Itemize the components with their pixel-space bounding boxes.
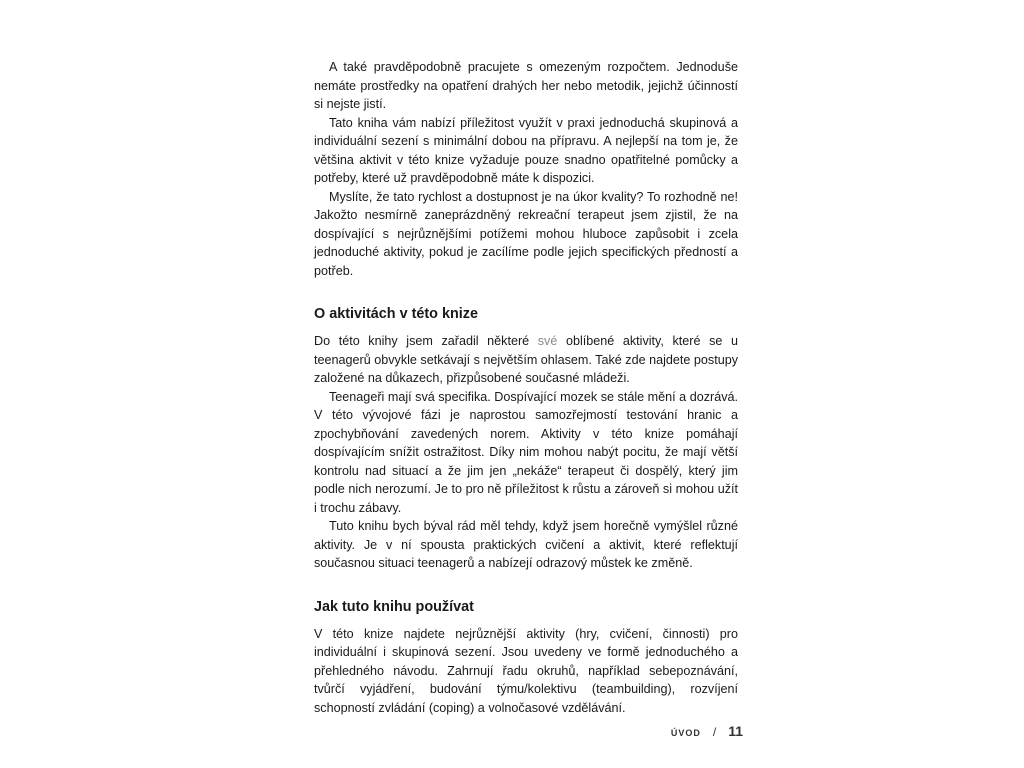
activities-paragraph-2: Teenageři mají svá specifika. Dospívající mozek se stále mění a dozrává. V této vývojové fázi je naprostou samozřejmostí testování hranic a zpochybňování zavedených norem. Aktivity v této knize pomáhají dospívajícím snížit ostražitost. Díky nim mohou nabýt pocitu, že mají větší kontrolu nad situací a že jim jen „nekáže“ terapeut či dospělý, který jim podle nich nerozumí. Je to pro ně příležitost k růstu a zároveň si mohou užít i trochu zábavy. (314, 389, 738, 515)
activities-paragraph-3: Tuto knihu bych býval rád měl tehdy, když jsem horečně vymýšlel různé aktivity. Je v ní spousta praktických cvičení a aktivit, které reflektují současnou situaci teenagerů a nabízejí odrazový můstek ke změně. (314, 519, 738, 570)
how-to-use-paragraph-1: V této knize najdete nejrůznější aktivity (hry, cvičení, činnosti) pro individuální i skupinová sezení. Jsou uvedeny ve formě jednoduchého a přehledného návodu. Zahrnují řadu okruhů, například sebepoznávání, tvůrčí vyjádření, budování týmu/kolektivu (teambuilding), rozvíjení schopností zvládání (coping) a volnočasové vzdělávání. (314, 626, 738, 715)
page-content (314, 58, 738, 717)
activities-p1-text-end: oblíbené aktivity, které se u teenagerů obvykle setkávají s největším ohlasem. Také zde najdete postupy založené na důkazech, přizpůsobené současné mládeži. (314, 334, 739, 385)
page-number: 11 (728, 723, 743, 739)
intro-paragraph-1: A také pravděpodobně pracujete s omezeným rozpočtem. Jednoduše nemáte prostředky na opatření drahých her nebo metodik, jejichž účinností si nejste jistí. (314, 60, 738, 111)
footer-separator: / (712, 725, 717, 739)
intro-paragraph-2: Tato kniha vám nabízí příležitost využít v praxi jednoduchá skupinová a individuální sezení s minimální dobou na přípravu. A nejlepší na tom je, že většina aktivit v této knize vyžaduje pouze snadno opatřitelné pomůcky a potřeby, které už pravděpodobně máte k dispozici. (314, 115, 738, 185)
section-heading-how-to-use: Jak tuto knihu používat (314, 598, 474, 615)
section-heading-activities: O aktivitách v této knize (314, 306, 478, 322)
activities-p1-muted-word: své (537, 334, 558, 348)
footer-section-label: ÚVOD (670, 728, 701, 738)
activities-p1-text-start: Do této knihy jsem zařadil některé (314, 334, 538, 348)
intro-paragraph-3: Myslíte, že tato rychlost a dostupnost je na úkor kvality? To rozhodně ne! Jakožto nesmírně zaneprázdněný rekreační terapeut jsem zjistil, že na dospívající s nejrůznějšími potížemi mohou hluboce zapůsobit i zcela jednoduché aktivity, pokud je zacílíme podle jejich specifických předností a potřeb. (314, 189, 738, 278)
activities-paragraph-1 (314, 332, 738, 388)
page-footer (663, 723, 743, 743)
